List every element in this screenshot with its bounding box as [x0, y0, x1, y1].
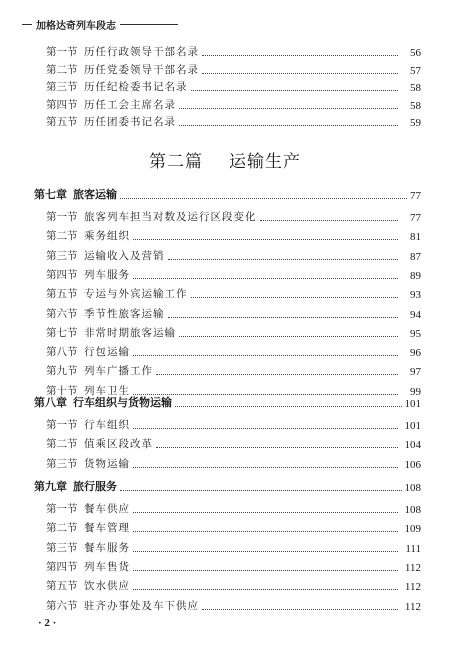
section-page: 96	[410, 347, 421, 359]
toc-section-row	[46, 266, 421, 282]
section-title: 货物运输	[84, 458, 130, 470]
chapter-row	[34, 186, 421, 202]
toc-section-row	[46, 305, 421, 321]
dot-leader	[133, 277, 398, 279]
dot-leader	[156, 446, 398, 448]
toc-section-row	[46, 96, 421, 112]
section-title: 非常时期旅客运输	[84, 327, 176, 339]
section-title: 历任行政领导干部名录	[84, 46, 199, 58]
toc-section-row	[46, 113, 421, 129]
dot-leader	[133, 427, 398, 429]
page-number: · 2 ·	[38, 617, 57, 629]
section-page: 95	[410, 328, 421, 340]
toc-section-row	[46, 247, 421, 263]
section-number: 第九节	[46, 365, 78, 377]
chapter-page: 77	[410, 190, 421, 202]
section-title: 历任团委书记名录	[84, 116, 176, 128]
section-number: 第七节	[46, 327, 78, 339]
section-number: 第二节	[46, 522, 78, 534]
section-page: 112	[404, 581, 421, 593]
section-page: 77	[410, 212, 421, 224]
toc-section-row	[46, 455, 421, 471]
section-title: 季节性旅客运输	[84, 308, 165, 320]
section-number: 第一节	[46, 46, 78, 58]
section-page: 104	[404, 439, 421, 451]
chapter-page: 101	[404, 398, 421, 410]
section-page: 106	[404, 459, 421, 471]
section-page: 112	[404, 601, 421, 613]
part-heading	[0, 147, 450, 172]
chapter-row	[34, 478, 421, 494]
chapter-page: 108	[404, 482, 421, 494]
dot-leader	[133, 550, 398, 552]
section-page: 57	[410, 65, 421, 77]
dot-leader	[202, 54, 398, 56]
section-page: 108	[404, 504, 421, 516]
chapter-title: 行车组织与货物运输	[73, 396, 172, 409]
section-page: 97	[410, 366, 421, 378]
section-page: 111	[405, 543, 421, 555]
section-title: 列车售货	[84, 561, 130, 573]
dot-leader	[133, 238, 398, 240]
section-title: 运输收入及营销	[84, 250, 165, 262]
toc-section-row	[46, 597, 421, 613]
toc-section-row	[46, 539, 421, 555]
toc-section-row	[46, 43, 421, 59]
dot-leader	[202, 72, 398, 74]
toc-section-row	[46, 285, 421, 301]
section-title: 专运与外宾运输工作	[84, 288, 188, 300]
section-title: 餐车供应	[84, 503, 130, 515]
dot-leader	[191, 89, 399, 91]
dot-leader	[133, 354, 398, 356]
toc-section-row	[46, 343, 421, 359]
dot-leader	[156, 373, 398, 375]
section-number: 第五节	[46, 288, 78, 300]
section-title: 餐车服务	[84, 542, 130, 554]
section-title: 旅客列车担当对数及运行区段变化	[84, 211, 257, 223]
section-title: 餐车管理	[84, 522, 130, 534]
section-number: 第五节	[46, 116, 78, 128]
toc-section-row	[46, 324, 421, 340]
section-title: 列车卫生	[84, 385, 130, 397]
dot-leader	[133, 466, 398, 468]
section-page: 93	[410, 289, 421, 301]
chapter-row	[34, 394, 421, 410]
chapter-title: 旅客运输	[73, 188, 117, 201]
toc-section-row	[46, 500, 421, 516]
dot-leader	[120, 489, 402, 491]
dot-leader	[133, 511, 398, 513]
section-page: 112	[404, 562, 421, 574]
toc-section-row	[46, 78, 421, 94]
chapter-number: 第九章	[34, 480, 67, 493]
section-title: 乘务组织	[84, 230, 130, 242]
section-number: 第六节	[46, 600, 78, 612]
section-number: 第四节	[46, 561, 78, 573]
section-title: 历任党委领导干部名录	[84, 64, 199, 76]
header-title: 加格达奇列车段志	[36, 21, 116, 32]
dot-leader	[133, 530, 398, 532]
section-page: 56	[410, 47, 421, 59]
section-number: 第一节	[46, 503, 78, 515]
dot-leader	[191, 296, 399, 298]
section-title: 值乘区段改革	[84, 438, 153, 450]
toc-section-row	[46, 435, 421, 451]
section-number: 第五节	[46, 580, 78, 592]
section-number: 第八节	[46, 346, 78, 358]
section-number: 第二节	[46, 230, 78, 242]
dot-leader	[168, 316, 399, 318]
toc-section-row	[46, 519, 421, 535]
section-page: 58	[410, 100, 421, 112]
dot-leader	[179, 107, 398, 109]
section-page: 87	[410, 251, 421, 263]
section-number: 第二节	[46, 64, 78, 76]
section-page: 89	[410, 270, 421, 282]
section-number: 第三节	[46, 81, 78, 93]
dot-leader	[202, 608, 398, 610]
section-number: 第二节	[46, 438, 78, 450]
section-title: 饮水供应	[84, 580, 130, 592]
dot-leader	[120, 197, 407, 199]
toc-section-row	[46, 61, 421, 77]
toc-section-row	[46, 558, 421, 574]
dot-leader	[133, 569, 398, 571]
chapter-number: 第八章	[34, 396, 67, 409]
section-page: 99	[410, 386, 421, 398]
dot-leader	[260, 219, 399, 221]
section-number: 第一节	[46, 211, 78, 223]
dot-leader	[133, 588, 398, 590]
section-page: 59	[410, 117, 421, 129]
part-number: 第二篇	[149, 152, 203, 172]
dot-leader	[175, 405, 402, 407]
section-page: 94	[410, 309, 421, 321]
section-number: 第三节	[46, 542, 78, 554]
section-number: 第六节	[46, 308, 78, 320]
section-number: 第四节	[46, 99, 78, 111]
section-page: 81	[410, 231, 421, 243]
section-page: 101	[404, 420, 421, 432]
header-rule-right	[120, 24, 178, 25]
section-number: 第十节	[46, 385, 78, 397]
toc-section-row	[46, 362, 421, 378]
section-page: 58	[410, 82, 421, 94]
toc-section-row	[46, 577, 421, 593]
section-number: 第三节	[46, 458, 78, 470]
running-header	[22, 17, 182, 32]
toc-section-row	[46, 416, 421, 432]
section-title: 行车组织	[84, 419, 130, 431]
dot-leader	[179, 124, 398, 126]
section-title: 行包运输	[84, 346, 130, 358]
dot-leader	[179, 335, 398, 337]
toc-section-row	[46, 208, 421, 224]
dot-leader	[168, 258, 399, 260]
header-rule-left	[22, 24, 32, 25]
section-number: 第一节	[46, 419, 78, 431]
section-title: 驻齐办事处及车下供应	[84, 600, 199, 612]
section-title: 历任纪检委书记名录	[84, 81, 188, 93]
part-title: 运输生产	[229, 152, 301, 172]
toc-section-row	[46, 227, 421, 243]
section-number: 第三节	[46, 250, 78, 262]
section-page: 109	[404, 523, 421, 535]
section-title: 列车服务	[84, 269, 130, 281]
chapter-title: 旅行服务	[73, 480, 117, 493]
section-number: 第四节	[46, 269, 78, 281]
section-title: 历任工会主席名录	[84, 99, 176, 111]
chapter-number: 第七章	[34, 188, 67, 201]
section-title: 列车广播工作	[84, 365, 153, 377]
